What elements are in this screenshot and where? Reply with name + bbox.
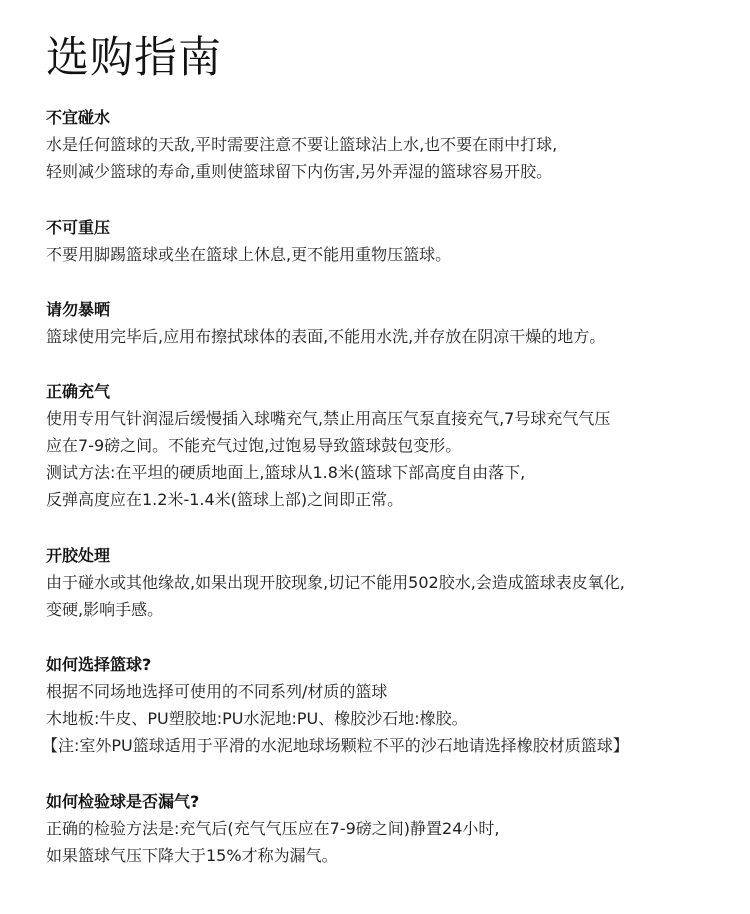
section-leak-check <box>46 788 746 869</box>
section-text-line: 不要用脚踢篮球或坐在篮球上休息,更不能用重物压篮球。 <box>46 245 452 264</box>
section-heading: 正确充气 <box>46 382 111 401</box>
section-text-line: 轻则减少篮球的寿命,重则使篮球留下内伤害,另外弄湿的篮球容易开胶。 <box>46 162 553 181</box>
section-text-line: 使用专用气针润湿后缓慢插入球嘴充气,禁止用高压气泵直接充气,7号球充气气压 <box>46 409 611 428</box>
section-text-line: 根据不同场地选择可使用的不同系列/材质的篮球 <box>46 682 388 701</box>
section-heading: 如何检验球是否漏气? <box>46 792 200 811</box>
section-no-water <box>46 104 746 185</box>
section-text-line: 篮球使用完毕后,应用布擦拭球体的表面,不能用水洗,并存放在阴凉干燥的地方。 <box>46 327 606 346</box>
section-heading: 请勿暴晒 <box>46 300 111 319</box>
section-heading: 不宜碰水 <box>46 108 111 127</box>
section-text-line: 测试方法:在平坦的硬质地面上,篮球从1.8米(篮球下部高度自由落下, <box>46 463 526 482</box>
section-text-line: 由于碰水或其他缘故,如果出现开胶现象,切记不能用502胶水,会造成篮球表皮氧化, <box>46 573 625 592</box>
page-title: 选购指南 <box>46 33 222 83</box>
section-text-line: 反弹高度应在1.2米-1.4米(篮球上部)之间即正常。 <box>46 490 404 509</box>
section-note-line: 【注:室外PU篮球适用于平滑的水泥地球场颗粒不平的沙石地请选择橡胶材质篮球】 <box>42 736 629 755</box>
section-inflation <box>46 378 746 513</box>
section-text-line: 木地板:牛皮、PU塑胶地:PU水泥地:PU、橡胶沙石地:橡胶。 <box>46 709 468 728</box>
section-heading: 开胶处理 <box>46 546 111 565</box>
section-no-sun <box>46 296 746 350</box>
section-text-line: 水是任何篮球的天敌,平时需要注意不要让篮球沾上水,也不要在雨中打球, <box>46 135 558 154</box>
section-text-line: 应在7-9磅之间。不能充气过饱,过饱易导致篮球鼓包变形。 <box>46 436 462 455</box>
section-no-pressure <box>46 214 746 268</box>
section-choose-ball <box>42 651 746 759</box>
section-text-line: 如果篮球气压下降大于15%才称为漏气。 <box>46 846 338 865</box>
section-heading: 如何选择篮球? <box>46 655 152 674</box>
section-text-line: 正确的检验方法是:充气后(充气气压应在7-9磅之间)静置24小时, <box>46 819 500 838</box>
section-glue-repair <box>46 542 746 623</box>
section-text-line: 变硬,影响手感。 <box>46 600 164 619</box>
section-heading: 不可重压 <box>46 218 111 237</box>
